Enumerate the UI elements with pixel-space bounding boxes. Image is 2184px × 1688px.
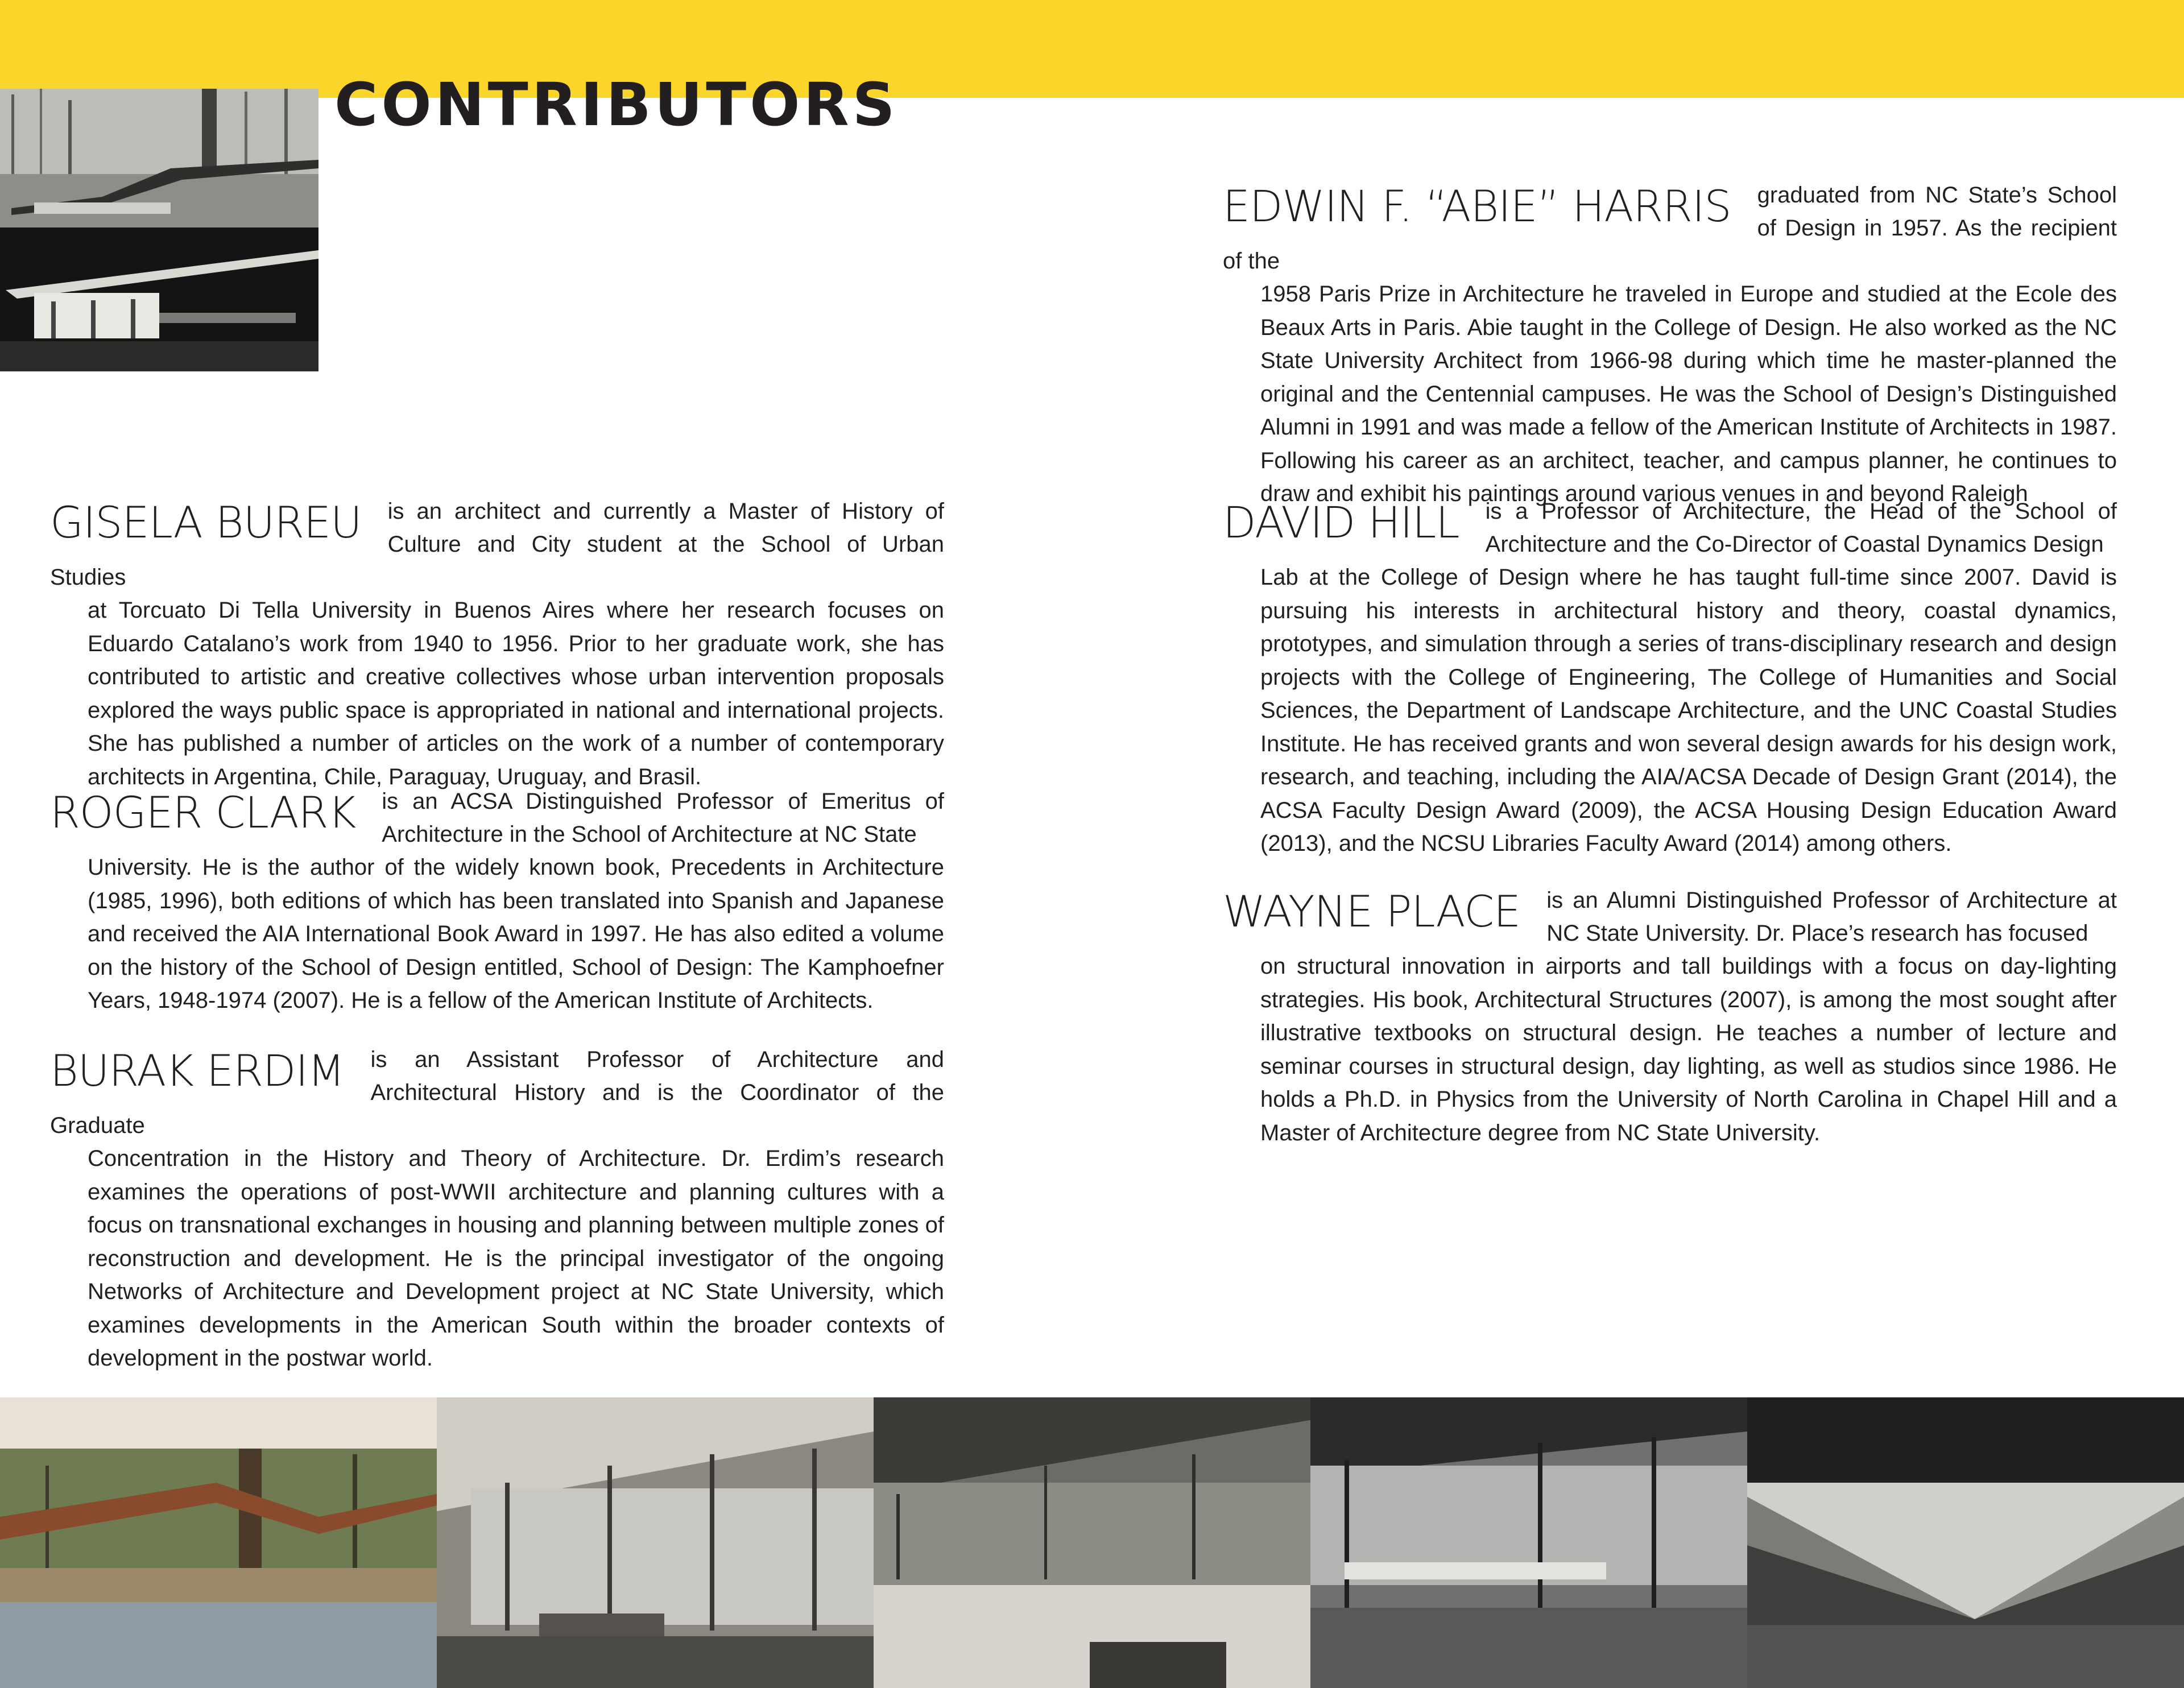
contributor-name: ROGER CLARK [50,787,356,838]
yellow-header-band [0,0,2184,98]
contributor-name: WAYNE PLACE [1223,886,1521,937]
bio-edwin-harris [1223,179,2117,511]
contributor-bio-intro: graduated from NC State’s School of Design in 1957. As the recipient of the [1223,183,2117,274]
contributor-bio-text: Lab at the College of Design where he has taught full-time since 2007. David is pursuing his interests in architectural history and theory, coastal dynamics, prototypes, and simulation through a series of trans-disciplinary research and design projects with the College of Engineering, The College of Humanities and Social Sciences, the Department of Landscape Architecture, and the UNC Coastal Studies Institute. He has received grants and won several design awards for his design work, research, and teaching, including the AIA/ACSA Decade of Design Grant (2014), the ACSA Faculty Design Award (2009), the ACSA Housing Design Education Award (2013), and the NCSU Libraries Faculty Award (2014) among others. [1260,565,2117,856]
page-title: CONTRIBUTORS [334,70,899,139]
house-exterior-photo-night [0,227,318,371]
house-exterior-photo-day [0,89,318,228]
contributor-name: BURAK ERDIM [50,1045,345,1096]
contributor-name: EDWIN F. “ABIE” HARRIS [1223,181,1731,231]
bio-david-hill [1223,495,2117,860]
contributor-bio-text: at Torcuato Di Tella University in Buenos Aires where her research focuses on Eduardo Catalano’s work from 1940 to 1956. Prior to her graduate work, she has contributed to artistic and creative collectives whose urban intervention proposals explored the ways public space is appropriated in national and international projects. She has published a number of articles on the work of a number of contemporary architects in Argentina, Chile, Paraguay, Uruguay, and Brasil. [88,598,944,789]
bio-gisela-bureu [50,495,944,793]
contributor-name: GISELA BUREU [50,497,362,548]
contributor-bio-text: 1958 Paris Prize in Architecture he traveled in Europe and studied at the Ecole des Beaux Arts in Paris. Abie taught in the College of Design. He also worked as the NC State University Architect from 1966-98 during which time he master-planned the original and the Centennial campuses. He was the School of Design’s Distinguished Alumni in 1991 and was made a fellow of the American Institute of Architects in 1987. Following his career as an architect, teacher, and campus planner, he continues to draw and exhibit his paintings around various venues in and beyond Raleigh [1260,282,2117,506]
contributor-bio-intro: is an Alumni Distinguished Professor of Architecture at NC State University. Dr. Place’s research has focused [1546,888,2117,946]
contributor-name: DAVID HILL [1223,497,1459,548]
contributor-bio-intro: is an ACSA Distinguished Professor of Emeritus of Architecture in the School of Architecture at NC State [382,789,944,847]
strip-photo-interior-window [437,1397,874,1688]
strip-photo-color-rendering [0,1397,437,1688]
contributor-bio-intro: is an Assistant Professor of Architecture and Architectural History and is the Coordinator of the Graduate [50,1047,944,1138]
strip-photo-terrace-view [874,1397,1310,1688]
contributor-bio-intro: is a Professor of Architecture, the Head of the School of Architecture and the Co-Director of Coastal Dynamics Design [1485,499,2117,557]
bio-burak-erdim [50,1043,944,1375]
bio-wayne-place [1223,884,2117,1149]
bio-roger-clark [50,785,944,1017]
contributor-bio-text: University. He is the author of the widely known book, Precedents in Architecture (1985, 1996), both editions of which has been translated into Spanish and Japanese and received the AIA International Book Award in 1997. He has also edited a volume on the history of the School of Design entitled, School of Design: The Kamphoefner Years, 1948-1974 (2007). He is a fellow of the American Institute of Architects. [88,855,944,1013]
contributor-bio-intro: is an architect and currently a Master of History of Culture and City student at the School of Urban Studies [50,499,944,590]
contributor-bio-text: on structural innovation in airports and tall buildings with a focus on day-lighting strategies. His book, Architectural Structures (2007), is among the most sought after illustrative textbooks on structural design. He teaches a number of lecture and seminar courses in structural design, day lighting, as well as studios since 1986. He holds a Ph.D. in Physics from the University of North Carolina in Chapel Hill and a Master of Architecture degree from NC State University. [1260,954,2117,1145]
strip-photo-covered-patio [1310,1397,1747,1688]
contributor-bio-text: Concentration in the History and Theory of Architecture. Dr. Erdim’s research examines the operations of post-WWII architecture and planning cultures with a focus on transnational exchanges in housing and planning between multiple zones of reconstruction and development. He is the principal investigator of the ongoing Networks of Architecture and Development project at NC State University, which examines developments in the American South within the broader contexts of development in the postwar world. [88,1146,944,1371]
strip-photo-roof-canopy [1747,1397,2184,1688]
